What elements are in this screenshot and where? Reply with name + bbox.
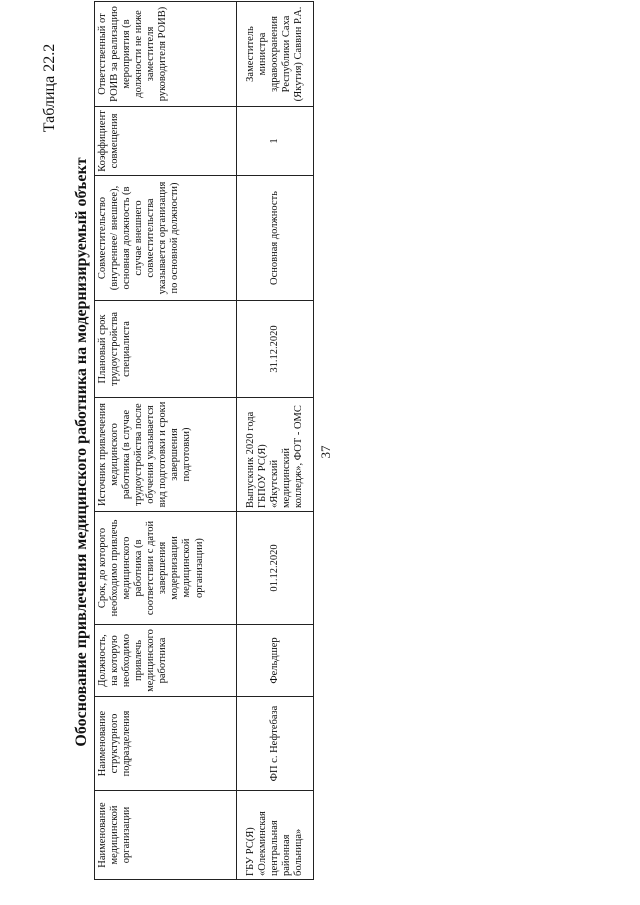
header-responsible: Ответственный от РОИВ за реализацию мероприятия (в должности не ниже заместителя руководителя РОИВ) (95, 2, 237, 107)
header-subdivision: Наименование структурного подразделения (95, 697, 237, 791)
table-label: Таблица 22.2 (41, 43, 58, 133)
cell-coefficient: 1 (237, 107, 314, 176)
table-row (237, 2, 314, 880)
cell-combination: Основная должность (237, 176, 314, 301)
header-position: Должность, на которую необходимо привлечь медицинского работника (95, 625, 237, 697)
cell-deadline: 01.12.2020 (237, 512, 314, 625)
header-organization: Наименование медицинской организации (95, 791, 237, 880)
cell-position: Фельдшер (237, 625, 314, 697)
document-title: Обоснование привлечения медицинского работника на модернизируемый объект (73, 157, 90, 747)
header-combination: Совместительство (внутреннее/ внешнее), основная должность (в случае внешнего совместительства указывается организация по основной должности) (95, 176, 237, 301)
page-number: 37 (318, 445, 333, 459)
header-coefficient: Коэффициент совмещения (95, 107, 237, 176)
cell-responsible: Заместитель министра здравоохранения Республики Саха (Якутия) Саввин Р.А. (237, 2, 314, 107)
cell-organization: ГБУ РС(Я) «Олекминская центральная районная больница» (237, 791, 314, 880)
header-source: Источник привлечения медицинского работника (в случае трудоустройства после обучения указывается вид подготовки и сроки завершения подготовки) (95, 398, 237, 512)
table-header-row (95, 2, 237, 880)
cell-source: Выпускник 2020 года ГБПОУ РС(Я) «Якутский медицинский колледж», ФОТ - ОМС (237, 398, 314, 512)
rotated-table-container (94, 6, 314, 880)
cell-subdivision: ФП с. Нефтебаза (237, 697, 314, 791)
header-deadline: Срок, до которого необходимо привлечь медицинского работника (в соответствии с датой завершения модернизации медицинской организации) (95, 512, 237, 625)
cell-planned-date: 31.12.2020 (237, 301, 314, 398)
header-planned-date: Плановый срок трудоустройства специалиста (95, 301, 237, 398)
justification-table (94, 1, 314, 880)
